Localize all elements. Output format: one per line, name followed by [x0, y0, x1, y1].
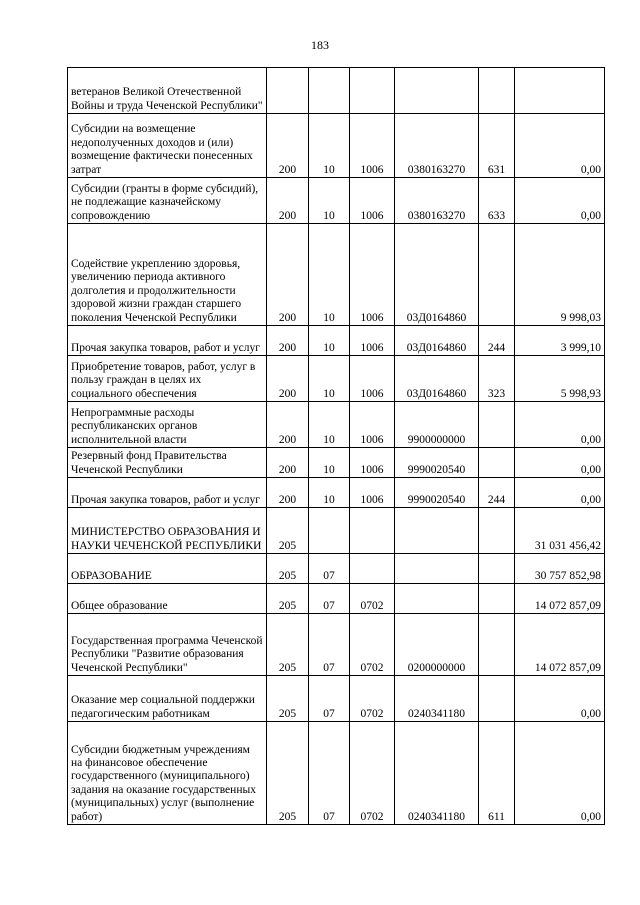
amount: 0,00	[515, 402, 605, 448]
section-code: 10	[309, 178, 350, 224]
admin-code: 200	[267, 178, 309, 224]
target-article-code: 0200000000	[395, 614, 479, 676]
admin-code: 205	[267, 722, 309, 825]
admin-code: 205	[267, 676, 309, 722]
section-code	[309, 508, 350, 554]
budget-item-name: Прочая закупка товаров, работ и услуг	[68, 326, 267, 356]
subsection-code: 1006	[350, 448, 395, 478]
target-article-code	[395, 68, 479, 114]
expense-type-code	[479, 554, 515, 584]
target-article-code: 9990020540	[395, 478, 479, 508]
subsection-code: 1006	[350, 326, 395, 356]
amount: 0,00	[515, 114, 605, 178]
expense-type-code	[479, 508, 515, 554]
amount: 0,00	[515, 448, 605, 478]
budget-item-name: Государственная программа Чеченской Республики "Развитие образования Чеченской Республики"	[68, 614, 267, 676]
budget-table-body	[68, 68, 605, 825]
budget-item-name: Оказание мер социальной поддержки педагогическим работникам	[68, 676, 267, 722]
expense-type-code	[479, 402, 515, 448]
budget-item-name: Содействие укреплению здоровья, увеличению периода активного долголетия и продолжительности здоровой жизни граждан старшего поколения Чеченской Республики	[68, 224, 267, 326]
expense-type-code: 244	[479, 326, 515, 356]
subsection-code: 1006	[350, 356, 395, 402]
expense-type-code: 631	[479, 114, 515, 178]
target-article-code: 9990020540	[395, 448, 479, 478]
subsection-code	[350, 68, 395, 114]
budget-item-name: Общее образование	[68, 584, 267, 614]
amount: 0,00	[515, 478, 605, 508]
target-article-code: 03Д0164860	[395, 356, 479, 402]
amount: 0,00	[515, 676, 605, 722]
admin-code: 205	[267, 584, 309, 614]
admin-code: 205	[267, 554, 309, 584]
expense-type-code	[479, 224, 515, 326]
expense-type-code: 244	[479, 478, 515, 508]
table-row	[68, 722, 605, 825]
target-article-code: 0380163270	[395, 178, 479, 224]
subsection-code: 0702	[350, 676, 395, 722]
section-code: 10	[309, 448, 350, 478]
amount: 31 031 456,42	[515, 508, 605, 554]
target-article-code	[395, 584, 479, 614]
amount: 14 072 857,09	[515, 584, 605, 614]
subsection-code: 0702	[350, 584, 395, 614]
subsection-code: 1006	[350, 478, 395, 508]
table-row	[68, 584, 605, 614]
subsection-code: 1006	[350, 224, 395, 326]
section-code: 07	[309, 722, 350, 825]
target-article-code: 0240341180	[395, 676, 479, 722]
subsection-code: 1006	[350, 402, 395, 448]
section-code: 07	[309, 614, 350, 676]
admin-code: 200	[267, 478, 309, 508]
budget-table	[67, 67, 605, 825]
table-row	[68, 224, 605, 326]
table-row	[68, 402, 605, 448]
table-row	[68, 178, 605, 224]
amount: 5 998,93	[515, 356, 605, 402]
target-article-code: 03Д0164860	[395, 224, 479, 326]
admin-code: 200	[267, 326, 309, 356]
table-row	[68, 356, 605, 402]
expense-type-code: 611	[479, 722, 515, 825]
amount: 14 072 857,09	[515, 614, 605, 676]
table-row	[68, 114, 605, 178]
table-row	[68, 508, 605, 554]
admin-code: 205	[267, 614, 309, 676]
target-article-code: 9900000000	[395, 402, 479, 448]
section-code: 07	[309, 584, 350, 614]
budget-item-name: Резервный фонд Правительства Чеченской Республики	[68, 448, 267, 478]
admin-code: 200	[267, 224, 309, 326]
target-article-code: 03Д0164860	[395, 326, 479, 356]
admin-code: 200	[267, 114, 309, 178]
budget-item-name: ветеранов Великой Отечественной Войны и труда Чеченской Республики"	[68, 68, 267, 114]
budget-item-name: Приобретение товаров, работ, услуг в пользу граждан в целях их социального обеспечения	[68, 356, 267, 402]
budget-item-name: Субсидии (гранты в форме субсидий), не подлежащие казначейскому сопровождению	[68, 178, 267, 224]
section-code: 10	[309, 356, 350, 402]
section-code: 10	[309, 326, 350, 356]
budget-item-name: Субсидии бюджетным учреждениям на финансовое обеспечение государственного (муниципального) задания на оказание государственных (муниципальных) услуг (выполнение работ)	[68, 722, 267, 825]
expense-type-code	[479, 614, 515, 676]
section-code: 10	[309, 478, 350, 508]
table-row	[68, 68, 605, 114]
admin-code: 205	[267, 508, 309, 554]
subsection-code	[350, 508, 395, 554]
admin-code: 200	[267, 402, 309, 448]
budget-item-name: Субсидии на возмещение недополученных доходов и (или) возмещение фактически понесенных затрат	[68, 114, 267, 178]
target-article-code	[395, 508, 479, 554]
table-row	[68, 326, 605, 356]
table-row	[68, 676, 605, 722]
expense-type-code	[479, 584, 515, 614]
amount: 0,00	[515, 178, 605, 224]
admin-code	[267, 68, 309, 114]
page-number: 183	[311, 38, 329, 52]
expense-type-code: 633	[479, 178, 515, 224]
subsection-code	[350, 554, 395, 584]
amount: 30 757 852,98	[515, 554, 605, 584]
table-row	[68, 554, 605, 584]
target-article-code: 0380163270	[395, 114, 479, 178]
subsection-code: 1006	[350, 114, 395, 178]
section-code: 10	[309, 114, 350, 178]
subsection-code: 0702	[350, 614, 395, 676]
table-row	[68, 478, 605, 508]
subsection-code: 1006	[350, 178, 395, 224]
expense-type-code	[479, 68, 515, 114]
target-article-code: 0240341180	[395, 722, 479, 825]
subsection-code: 0702	[350, 722, 395, 825]
expense-type-code	[479, 676, 515, 722]
section-code: 07	[309, 676, 350, 722]
section-code: 07	[309, 554, 350, 584]
table-row	[68, 614, 605, 676]
admin-code: 200	[267, 448, 309, 478]
budget-item-name: Непрограммные расходы республиканских органов исполнительной власти	[68, 402, 267, 448]
amount	[515, 68, 605, 114]
expense-type-code	[479, 448, 515, 478]
table-row	[68, 448, 605, 478]
section-code: 10	[309, 402, 350, 448]
admin-code: 200	[267, 356, 309, 402]
budget-item-name: МИНИСТЕРСТВО ОБРАЗОВАНИЯ И НАУКИ ЧЕЧЕНСКОЙ РЕСПУБЛИКИ	[68, 508, 267, 554]
amount: 3 999,10	[515, 326, 605, 356]
section-code: 10	[309, 224, 350, 326]
amount: 0,00	[515, 722, 605, 825]
target-article-code	[395, 554, 479, 584]
budget-item-name: Прочая закупка товаров, работ и услуг	[68, 478, 267, 508]
expense-type-code: 323	[479, 356, 515, 402]
budget-item-name: ОБРАЗОВАНИЕ	[68, 554, 267, 584]
section-code	[309, 68, 350, 114]
amount: 9 998,03	[515, 224, 605, 326]
